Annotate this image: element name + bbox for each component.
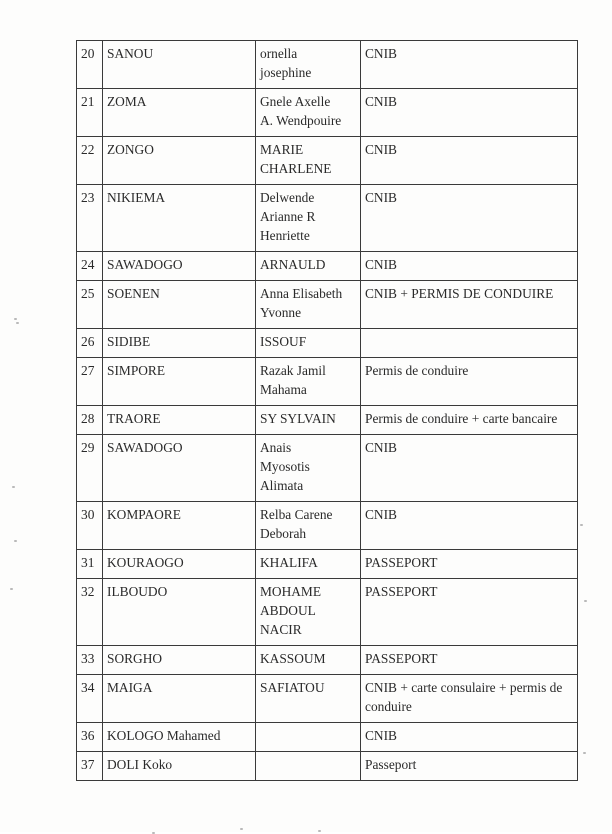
surname-cell: NIKIEMA [103,185,256,252]
document-cell: PASSEPORT [361,579,578,646]
document-cell: CNIB + PERMIS DE CONDUIRE [361,281,578,329]
scan-speck [12,486,15,488]
document-cell: CNIB [361,723,578,752]
firstnames-cell [256,358,361,406]
surname-cell: ZOMA [103,89,256,137]
row-number-cell: 20 [77,41,103,89]
firstname-line: ABDOUL [260,603,316,618]
scan-speck [16,322,19,324]
firstname-line: KASSOUM [260,651,326,666]
row-number-cell: 28 [77,406,103,435]
scan-speck [584,600,587,602]
firstname-line: MOHAME [260,584,322,599]
firstname-line: Yvonne [260,305,302,320]
table-row [77,185,578,252]
firstnames-cell [256,675,361,723]
scan-speck [14,318,17,320]
firstname-line: ARNAULD [260,257,326,272]
surname-cell: SIMPORE [103,358,256,406]
surname-cell: SORGHO [103,646,256,675]
surname-cell: SAWADOGO [103,435,256,502]
document-cell: CNIB [361,41,578,89]
surname-cell: KOLOGO Mahamed [103,723,256,752]
document-cell [361,329,578,358]
table-row [77,502,578,550]
firstname-line: ISSOUF [260,334,307,349]
table-row [77,41,578,89]
scan-speck [240,828,243,830]
surname-cell: MAIGA [103,675,256,723]
document-cell: Passeport [361,752,578,781]
document-cell: PASSEPORT [361,646,578,675]
firstname-line: MARIE [260,142,304,157]
firstname-line: Arianne R [260,209,316,224]
firstname-line: CHARLENE [260,161,332,176]
table-row [77,89,578,137]
firstnames-cell [256,579,361,646]
row-number-cell: 37 [77,752,103,781]
surname-cell: SANOU [103,41,256,89]
table-row [77,329,578,358]
registry-rows [77,41,578,781]
table-row [77,281,578,329]
firstnames-cell [256,435,361,502]
firstname-line: SY SYLVAIN [260,411,336,426]
firstnames-cell [256,89,361,137]
row-number-cell: 36 [77,723,103,752]
firstname-line: NACIR [260,622,302,637]
table-row [77,675,578,723]
surname-cell: DOLI Koko [103,752,256,781]
row-number-cell: 25 [77,281,103,329]
surname-cell: SIDIBE [103,329,256,358]
row-number-cell: 31 [77,550,103,579]
document-cell: PASSEPORT [361,550,578,579]
table-row [77,579,578,646]
document-cell: CNIB [361,185,578,252]
table-row [77,406,578,435]
firstnames-cell [256,406,361,435]
firstname-line: josephine [260,65,312,80]
firstnames-cell [256,41,361,89]
document-cell: CNIB [361,89,578,137]
firstname-line: Delwende [260,190,315,205]
table-row [77,550,578,579]
firstnames-cell [256,502,361,550]
firstnames-cell [256,646,361,675]
firstname-line: Alimata [260,478,304,493]
firstname-line: Henriette [260,228,310,243]
row-number-cell: 33 [77,646,103,675]
row-number-cell: 24 [77,252,103,281]
table-row [77,358,578,406]
document-cell: CNIB + carte consulaire + permis de conduire [361,675,578,723]
firstname-line: Anna Elisabeth [260,286,343,301]
firstnames-cell [256,185,361,252]
table-row [77,252,578,281]
surname-cell: SOENEN [103,281,256,329]
table-row [77,752,578,781]
firstname-line: SAFIATOU [260,680,325,695]
table-row [77,435,578,502]
firstname-line: Deborah [260,526,307,541]
row-number-cell: 29 [77,435,103,502]
document-cell: CNIB [361,137,578,185]
firstname-line: KHALIFA [260,555,318,570]
row-number-cell: 23 [77,185,103,252]
firstnames-cell [256,550,361,579]
firstnames-cell [256,252,361,281]
row-number-cell: 30 [77,502,103,550]
firstname-line: Anais [260,440,292,455]
registry-table [76,40,578,781]
document-cell: Permis de conduire + carte bancaire [361,406,578,435]
document-cell: CNIB [361,252,578,281]
document-cell: CNIB [361,435,578,502]
surname-cell: KOURAOGO [103,550,256,579]
document-cell: Permis de conduire [361,358,578,406]
firstnames-cell [256,137,361,185]
scan-speck [10,588,13,590]
scan-speck [583,752,586,754]
surname-cell: TRAORE [103,406,256,435]
firstname-line: A. Wendpouire [260,113,342,128]
firstname-line: Gnele Axelle [260,94,331,109]
firstname-line: Razak Jamil [260,363,326,378]
surname-cell: ZONGO [103,137,256,185]
scan-speck [14,540,17,542]
firstname-line: ornella [260,46,298,61]
row-number-cell: 27 [77,358,103,406]
row-number-cell: 34 [77,675,103,723]
firstnames-cell [256,329,361,358]
firstname-line: Relba Carene [260,507,333,522]
firstnames-cell [256,723,361,752]
row-number-cell: 26 [77,329,103,358]
scan-speck [580,524,583,526]
firstnames-cell [256,752,361,781]
table-row [77,646,578,675]
table-row [77,137,578,185]
surname-cell: KOMPAORE [103,502,256,550]
row-number-cell: 22 [77,137,103,185]
row-number-cell: 32 [77,579,103,646]
table-row [77,723,578,752]
firstname-line: Myosotis [260,459,310,474]
row-number-cell: 21 [77,89,103,137]
firstnames-cell [256,281,361,329]
surname-cell: SAWADOGO [103,252,256,281]
firstname-line: Mahama [260,382,307,397]
surname-cell: ILBOUDO [103,579,256,646]
document-cell: CNIB [361,502,578,550]
